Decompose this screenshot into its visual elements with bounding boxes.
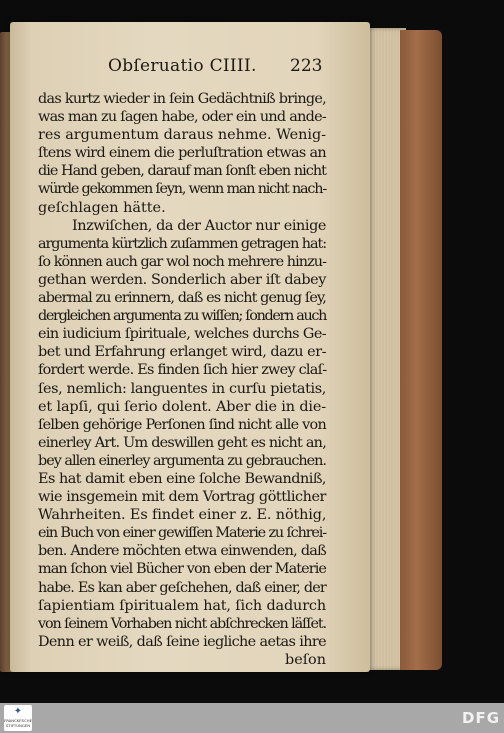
text-line: wie insgemein mit dem Vortrag göttlicher [38, 489, 326, 506]
text-line: dergleichen argumenta zu wiſſen; ſondern auch [38, 308, 326, 325]
text-line: geſchlagen hätte. [38, 199, 166, 216]
text-line: Denn er weiß, daß ſeine iegliche aetas ihre [38, 633, 326, 650]
text-line: das kurtz wieder in ſein Gedächtniß bringe, [38, 91, 326, 107]
library-logo-icon: ✦ [13, 706, 23, 717]
text-line: Wahrheiten. Es findet einer z. E. nöthig, [38, 507, 327, 524]
text-line: ſtens wird einem die perluſtration etwas an [38, 145, 326, 162]
body-text [38, 90, 326, 669]
viewer-footer-bar [0, 703, 504, 733]
text-line: die Hand geben, darauf man ſonſt eben nicht [38, 163, 326, 180]
page-number: 223 [290, 56, 323, 76]
text-line: man ſchon viel Bücher von eben der Materie [38, 561, 326, 578]
text-line: bey allen einerley argumenta zu gebrauchen. [38, 452, 326, 469]
text-line: ein iudicium ſpirituale, welches durchs Ge- [38, 326, 326, 343]
library-logo-label: FRANCKESCHE STIFTUNGEN [4, 718, 32, 728]
text-line: bet und Erfahrung erlanget wird, dazu er- [38, 344, 326, 361]
text-line: was man zu ſagen habe, oder ein und ande- [38, 109, 326, 126]
text-line: res argumentum daraus nehme. Wenig- [38, 127, 326, 144]
text-line: ſes, nemlich: languentes in curſu pietatis, [38, 380, 326, 397]
text-line: ſelben gehörige Perſonen ſind nicht alle von [38, 416, 326, 433]
running-header: Obſeruatio CIIII. [108, 56, 257, 76]
text-line: gethan werden. Sonderlich aber iſt dabey [38, 271, 326, 288]
catchword: beſon [285, 651, 326, 668]
text-line: Inzwiſchen, da der Auctor nur einige [72, 217, 326, 234]
text-line: von ſeinem Vorhaben nicht abſchrecken läſſet. [38, 615, 326, 632]
book-cover [400, 30, 442, 670]
text-line: abermal zu erinnern, daß es nicht genug ſey, [38, 290, 326, 307]
dfg-logo[interactable]: DFG [462, 709, 501, 727]
text-line: ſo können auch gar wol noch mehrere hinzu- [38, 253, 326, 270]
library-logo[interactable] [4, 705, 32, 731]
text-line: würde gekommen ſeyn, wenn man nicht nach- [38, 181, 326, 198]
text-line: ſapientiam ſpiritualem hat, ſich dadurch [38, 597, 326, 614]
text-line: habe. Es kan aber geſchehen, daß einer, der [38, 579, 326, 596]
text-line: Es hat damit eben eine ſolche Bewandniß, [38, 470, 326, 487]
text-line: fordert werde. Es finden ſich hier zwey claſ- [38, 362, 327, 379]
text-line: einerley Art. Um deswillen geht es nicht an, [38, 434, 326, 451]
text-line: ben. Andere möchten etwa einwenden, daß [38, 543, 326, 560]
text-line: ein Buch von einer gewiſſen Materie zu ſchrei- [38, 525, 326, 542]
text-line: argumenta kürtzlich zuſammen getragen hat: [38, 235, 326, 252]
text-line: et lapſi, qui ſerio dolent. Aber die in die- [38, 398, 326, 415]
